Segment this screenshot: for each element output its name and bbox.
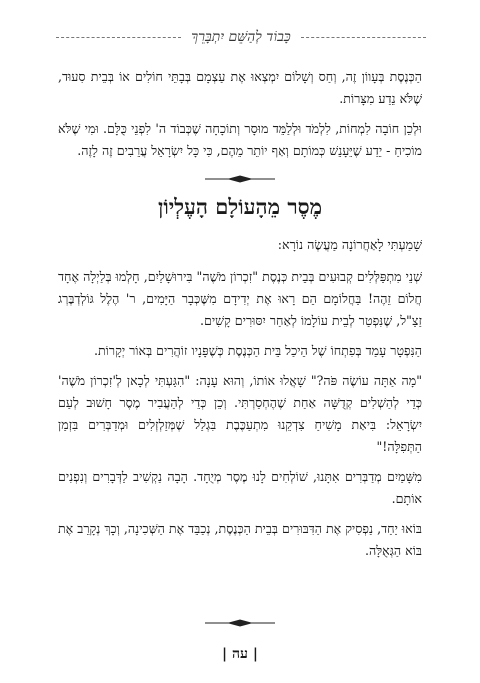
section-title: מֶסֶר מֵהָעוֹלָם הָעֶלְיוֹן: [157, 194, 323, 219]
section-divider-ornament: [58, 174, 422, 184]
page-number: | עה |: [222, 646, 258, 662]
header-rule-right: [301, 37, 426, 38]
paragraph: "מָה אַתָּה עוֹשֶׂה פֹּה?" שָׁאֲלוּ אוֹתוֹ, וְהוּא עָנָה: "הִגַּעְתִּי לְכָאן לְ'זִכְרוֹן מֹשֶׁה' כְּדֵי לְהַשְׁלִים קְדֻשָּׁה אַחַת שֶׁהֶחְסַרְתִּי. וְכֵן כְּדֵי לְהַעֲבִיר מֶסֶר חָשׁוּב לְעַם יִשְׂרָאֵל: בִּיאַת מָשִׁיחַ צִדְקֵנוּ מִתְעַכֶּבֶת בִּגְלַל שֶׁמְּזַלְזְלִים וּמְדַבְּרִים בִּזְמַן הַתְּפִלָּה!": [58, 373, 422, 454]
running-header: [56, 26, 426, 48]
paragraph: שְׁנֵי מִתְפַּלְּלִים קְבוּעִים בְּבֵית כְּנֶסֶת "זִכְרוֹן מֹשֶׁה" בִּירוּשָׁלַיִם, חָלְמוּ בְּלַיְלָה אֶחָד חֲלוֹם זֵהֶה! בַּחֲלוֹמָם הֵם רָאוּ אֶת יְדִידָם מִשֶּׁכְּבָר הַיָּמִים, ר' הֶלֶל גּוֹלְדְבֶּרְג זַצַ"ל, שֶׁנִּפְטַר לְבֵית עוֹלָמוֹ לְאַחַר יִסּוּרִים קָשִׁים.: [58, 269, 422, 328]
header-rule-left: [56, 37, 181, 38]
running-title: כָּבוֹד לְהַשֵּׁם יִתְבָּרֵךְ: [191, 28, 291, 45]
divider-ornament-icon: [205, 174, 275, 184]
paragraph: הַנִּפְטָר עָמַד בְּפִתְחוֹ שֶׁל הֵיכַל בֵּית הַכְּנֶסֶת כְּשֶׁפָּנָיו זוֹהֲרִים בְּאוֹר יְקָרוֹת.: [93, 343, 422, 358]
intro-line: שָׁמַעְתִּי לָאַחֲרוֹנָה מַעֲשֶׂה נוֹרָא:: [277, 237, 422, 252]
paragraph: מִשָּׁמַיִם מְדַבְּרִים אִתָּנוּ, שׁוֹלְחִים לָנוּ מֶסֶר מְיֻחָד. הָבָה נַקְשִׁיב לַדְּבָרִים וְנִפְנִים אוֹתָם.: [58, 469, 422, 506]
paragraph: הַכְּנֶסֶת בְּעָווֹן זֶה, וְחַס וְשָׁלוֹם יִמְצְאוּ אֶת עַצְמָם בְּבָתֵּי חוֹלִים אוֹ בְּבֵית סִעוּד, שֶׁלֹּא נֵדַע מִצָּרוֹת.: [58, 69, 422, 106]
paragraph: בּוֹאוּ יַחַד, נַפְסִיק אֶת הַדִּבּוּרִים בְּבֵית הַכְּנֶסֶת, נְכַבֵּד אֶת הַשְּׁכִינָה, וְכָךְ נְקָרֵב אֶת בּוֹא הַגְּאֻלָּה.: [58, 521, 422, 558]
page-body: [58, 66, 422, 570]
paragraph: וּלְכֵן חוֹבָה לִמְחוֹת, לִלְמֹד וּלְלַמֵּד מוּסָר וְתוֹכָחָה שֶׁכְּבוֹד ה' לִפְנֵי כֻּלָּם. וּמִי שֶׁלֹּא מוֹכִיחַ - יֵדַע שֶׁיֵּעָנֵשׁ כְּמוֹתָם וְאַף יוֹתֵר מֵהֶם, כִּי כָּל יִשְׂרָאֵל עֲרֵבִים זֶה לָזֶה.: [58, 121, 422, 158]
footer-ornament: [200, 618, 280, 628]
footer-ornament-icon: [205, 618, 275, 628]
